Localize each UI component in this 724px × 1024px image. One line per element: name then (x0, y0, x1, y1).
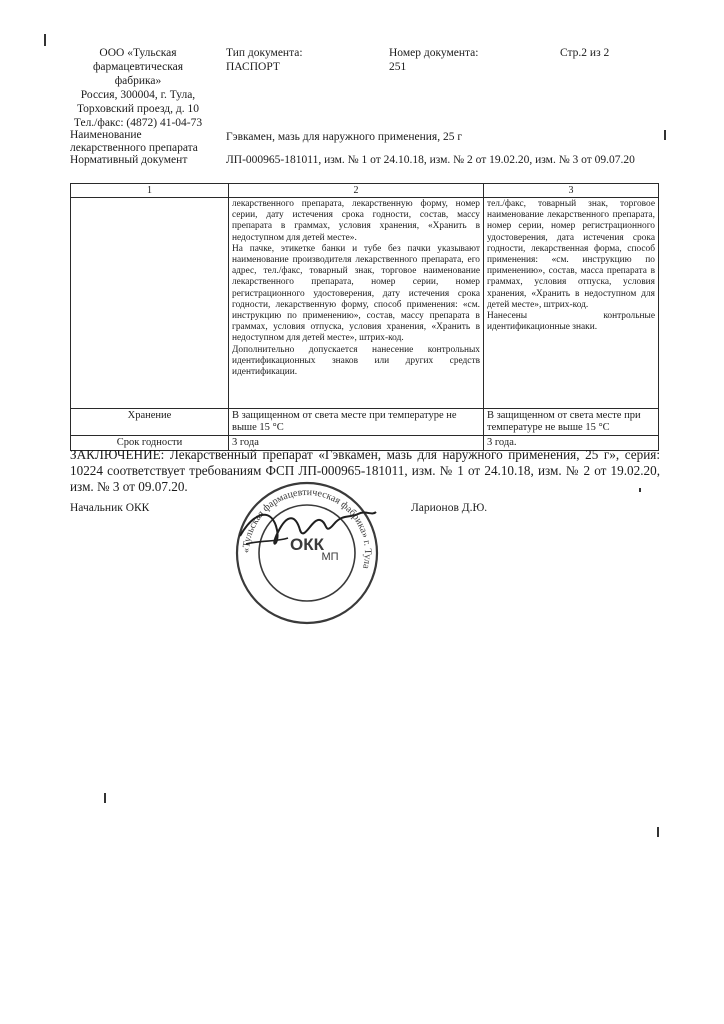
doc-number-label: Номер документа: (389, 47, 479, 59)
doc-type-block (226, 46, 303, 74)
stamp-center-text: ОКК (290, 535, 324, 554)
product-name-label-line1: Наименование (70, 129, 142, 141)
scan-speck (44, 34, 46, 46)
result-paragraph: тел./факс, товарный знак, торговое наименование лекарственного препарата, номер серии, номер регистрационного удостоверения, дата истечения срока годности, лекарственная форма, способ применения: «см. инструкцию по применению», состав, масса препарата в граммах, условия отпуска, условия хранения, «Хранить в недоступном для детей месте», штрих-код. (487, 199, 655, 310)
spec-paragraph: На пачке, этикетке банки и тубе без пачки указывают наименование производителя лекарственного препарата, его адрес, тел./факс, товарный знак, торговое наименование лекарственного препарата, номер серии, номер регистрационного удостоверения, дату истечения срока годности, лекарственную форму, способ применения: «см. инструкцию по применению», состав, массу препарата в граммах, условия отпуска, условия хранения, «Хранить в недоступном для детей месте», штрих-код. (232, 243, 480, 344)
company-line: ООО «Тульская (99, 47, 177, 59)
result-paragraph: Нанесены контрольные идентификационные знаки. (487, 311, 655, 333)
storage-label: Хранение (71, 409, 229, 436)
table-header-row (71, 184, 659, 198)
page-number: Стр.2 из 2 (560, 47, 610, 59)
doc-type-value: ПАСПОРТ (226, 61, 280, 73)
shelf-life-actual: 3 года. (484, 436, 659, 451)
signer-position: Начальник ОКК (70, 502, 150, 514)
doc-number-value: 251 (389, 61, 407, 73)
company-line: Россия, 300004, г. Тула, (80, 89, 196, 101)
shelf-life-spec: 3 года (229, 436, 484, 451)
stamp-ring-text: «Тульская фармацевтическая фабрика» г. Тула (240, 486, 374, 570)
column-number-3: 3 (484, 184, 659, 198)
company-block (68, 46, 208, 130)
scan-speck (664, 130, 666, 140)
doc-type-label: Тип документа: (226, 47, 303, 59)
product-name-label-line2: лекарственного препарата (70, 142, 198, 154)
table-cell-spec (229, 198, 484, 409)
scan-speck (104, 793, 106, 803)
table-row-labeling (71, 198, 659, 409)
stamp-seal-mark: МП (321, 551, 339, 563)
column-number-1: 1 (71, 184, 229, 198)
signer-name: Ларионов Д.Ю. (411, 502, 488, 514)
round-stamp (232, 478, 382, 628)
scan-speck (657, 827, 659, 837)
storage-spec: В защищенном от света месте при температуре не выше 15 °С (229, 409, 484, 436)
spec-paragraph: Дополнительно допускается нанесение контрольных идентификационных знаков или других средств идентификации. (232, 344, 480, 378)
doc-number-block (389, 46, 478, 74)
company-line: Тел./факс: (4872) 41-04-73 (73, 117, 203, 129)
table-cell-empty (71, 198, 229, 409)
conclusion-text: ЗАКЛЮЧЕНИЕ: Лекарственный препарат «Гэвкамен, мазь для наружного применения, 25 г», серия: 10224 соответствует требованиям ФСП ЛП-000965-181011, изм. № 1 от 24.10.18, изм. № 2 от 19.02.20, изм. № 3 от 09.07.20. (70, 447, 660, 494)
table-cell-result (484, 198, 659, 409)
column-number-2: 2 (229, 184, 484, 198)
table-row-storage (71, 409, 659, 436)
company-line: фармацевтическая (92, 61, 184, 73)
regulatory-doc-value: ЛП-000965-181011, изм. № 1 от 24.10.18, изм. № 2 от 19.02.20, изм. № 3 от 09.07.20 (226, 154, 635, 166)
company-line: Торховский проезд, д. 10 (76, 103, 200, 115)
product-name-value: Гэвкамен, мазь для наружного применения, 25 г (226, 131, 463, 143)
shelf-life-label: Срок годности (71, 436, 229, 451)
quality-table (70, 183, 659, 451)
storage-actual: В защищенном от света месте при температуре не выше 15 °С (484, 409, 659, 436)
regulatory-doc-label: Нормативный документ (70, 154, 188, 166)
company-line: фабрика» (114, 75, 162, 87)
spec-paragraph: лекарственного препарата, лекарственную форму, номер серии, дату истечения срока годности, состав, массу препарата в граммах, условия хранения, «Хранить в недоступном для детей месте». (232, 199, 480, 243)
scan-speck (639, 488, 641, 492)
